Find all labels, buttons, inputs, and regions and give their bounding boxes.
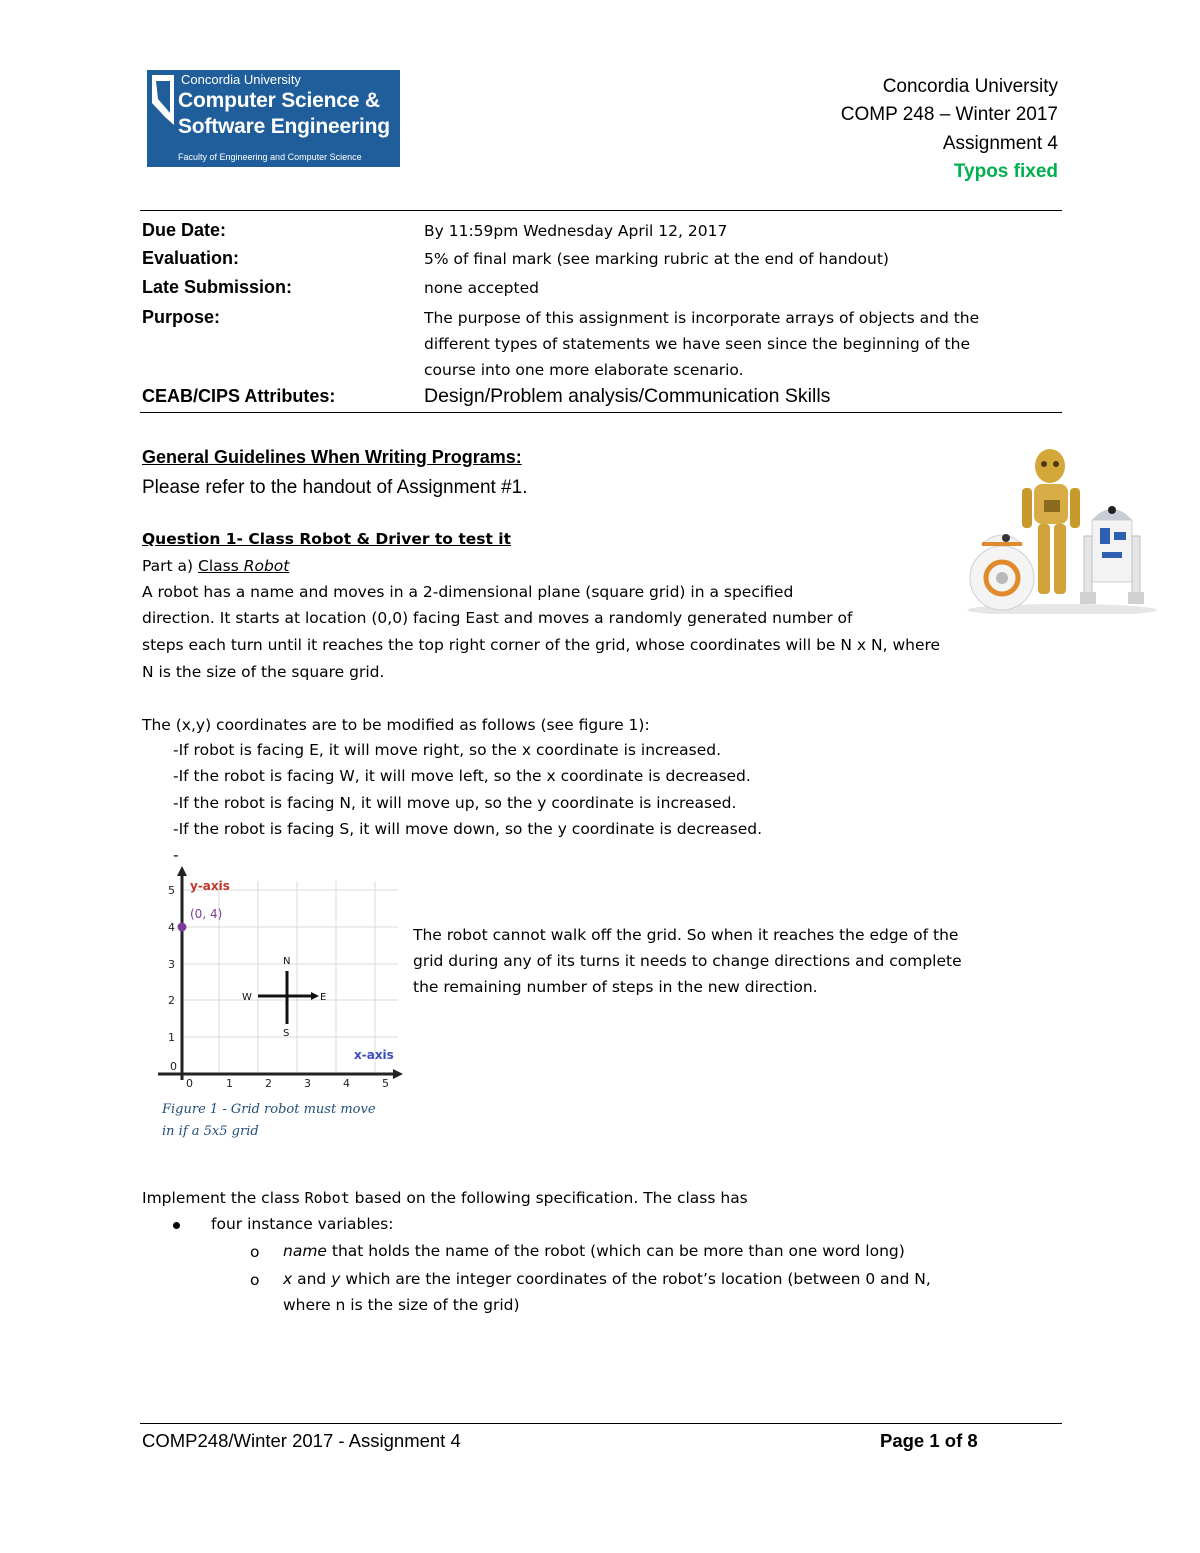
y-tick-1: 1 bbox=[168, 1031, 175, 1044]
evaluation-value: 5% of final mark (see marking rubric at the end of handout) bbox=[424, 250, 889, 268]
figure-caption-line-1: Figure 1 - Grid robot must move bbox=[162, 1102, 376, 1117]
bullet-dot-icon bbox=[173, 1222, 180, 1229]
x-tick-2: 2 bbox=[265, 1077, 272, 1090]
desc-line-2: direction. It starts at location (0,0) facing East and moves a randomly generated number of bbox=[142, 609, 853, 627]
sub-bullet-2-icon: o bbox=[250, 1271, 260, 1289]
robots-illustration bbox=[962, 440, 1162, 614]
header-divider bbox=[140, 210, 1062, 211]
sub-bullet-1 bbox=[283, 1242, 905, 1260]
rule-east: -If robot is facing E, it will move right, so the x coordinate is increased. bbox=[173, 741, 721, 759]
y-tick-0: 0 bbox=[170, 1060, 177, 1073]
concordia-flame-icon bbox=[150, 73, 176, 127]
y-tick-2: 2 bbox=[168, 994, 175, 1007]
desc-line-3: steps each turn until it reaches the top right corner of the grid, whose coordinates will be N x N, where bbox=[142, 636, 941, 654]
x-tick-3: 3 bbox=[304, 1077, 311, 1090]
compass-east-arrow-icon bbox=[311, 992, 319, 1000]
ceab-label: CEAB/CIPS Attributes: bbox=[142, 386, 336, 406]
sub2-rest: which are the integer coordinates of the robot’s location (between 0 and N, bbox=[340, 1270, 931, 1288]
ceab-value: Design/Problem analysis/Communication Skills bbox=[424, 385, 831, 407]
desc-line-4: N is the size of the square grid. bbox=[142, 663, 385, 681]
logo-line-3: Faculty of Engineering and Computer Science bbox=[178, 152, 362, 162]
due-date-value: By 11:59pm Wednesday April 12, 2017 bbox=[424, 222, 728, 240]
y-axis-label: y-axis bbox=[190, 879, 230, 893]
header-course: COMP 248 – Winter 2017 bbox=[840, 104, 1058, 125]
coord-intro: The (x,y) coordinates are to be modified as follows (see figure 1): bbox=[142, 716, 650, 734]
y-axis-arrow-icon bbox=[177, 866, 187, 876]
point-0-4 bbox=[178, 923, 187, 932]
header-university: Concordia University bbox=[882, 76, 1058, 97]
part-a-heading bbox=[142, 557, 289, 575]
late-submission-label: Late Submission: bbox=[142, 277, 293, 297]
impl-prefix: Implement the class bbox=[142, 1189, 305, 1207]
purpose-line-2: different types of statements we have seen since the beginning of the bbox=[424, 335, 970, 353]
rule-dash: - bbox=[173, 846, 179, 864]
impl-code: Robot bbox=[304, 1189, 350, 1207]
y-tick-4: 4 bbox=[168, 921, 175, 934]
desc-line-1: A robot has a name and moves in a 2-dimensional plane (square grid) in a specified bbox=[142, 583, 794, 601]
compass-east: E bbox=[320, 992, 327, 1003]
edge-line-3: the remaining number of steps in the new direction. bbox=[413, 978, 818, 996]
part-a-prefix: Part a) bbox=[142, 557, 198, 575]
question1-heading: Question 1- Class Robot & Driver to test it bbox=[142, 530, 512, 548]
rule-south: -If the robot is facing S, it will move down, so the y coordinate is decreased. bbox=[173, 820, 763, 838]
bullet-text: four instance variables: bbox=[211, 1215, 394, 1233]
footer-page: Page 1 of 8 bbox=[880, 1430, 978, 1451]
sub-bullet-1-icon: o bbox=[250, 1243, 260, 1261]
grid-figure bbox=[158, 866, 403, 1091]
header-note: Typos fixed bbox=[953, 161, 1058, 182]
y-tick-5: 5 bbox=[168, 884, 175, 897]
late-submission-value: none accepted bbox=[424, 279, 539, 297]
sub1-name: name bbox=[283, 1242, 327, 1260]
guidelines-heading: General Guidelines When Writing Programs: bbox=[142, 447, 522, 467]
due-date-label: Due Date: bbox=[142, 220, 227, 240]
figure-caption-line-2: in if a 5x5 grid bbox=[162, 1124, 259, 1139]
sub1-rest: that holds the name of the robot (which can be more than one word long) bbox=[326, 1242, 905, 1260]
part-a-robot: Robot bbox=[243, 557, 290, 575]
compass-west: W bbox=[242, 992, 252, 1003]
logo-line-2: Software Engineering bbox=[178, 115, 390, 138]
point-label: (0, 4) bbox=[190, 907, 223, 921]
rule-north: -If the robot is facing N, it will move up, so the y coordinate is increased. bbox=[173, 794, 737, 812]
part-a-class: Class bbox=[198, 557, 244, 575]
impl-intro bbox=[142, 1189, 748, 1207]
logo-university: Concordia University bbox=[181, 72, 301, 87]
sub-bullet-2 bbox=[283, 1270, 931, 1288]
x-tick-1: 1 bbox=[226, 1077, 233, 1090]
edge-line-2: grid during any of its turns it needs to change directions and complete bbox=[413, 952, 962, 970]
impl-suffix: based on the following specification. The class has bbox=[349, 1189, 748, 1207]
y-tick-3: 3 bbox=[168, 958, 175, 971]
x-axis-label: x-axis bbox=[354, 1048, 394, 1062]
footer-divider bbox=[140, 1423, 1062, 1424]
purpose-label: Purpose: bbox=[142, 307, 221, 327]
sub2-y: y bbox=[331, 1270, 341, 1288]
header-assignment: Assignment 4 bbox=[942, 133, 1058, 154]
edge-line-1: The robot cannot walk off the grid. So when it reaches the edge of the bbox=[413, 926, 959, 944]
footer-left: COMP248/Winter 2017 - Assignment 4 bbox=[142, 1430, 461, 1451]
cse-logo bbox=[147, 70, 400, 167]
compass-north: N bbox=[283, 956, 291, 967]
evaluation-label: Evaluation: bbox=[142, 248, 240, 268]
compass bbox=[242, 956, 326, 1039]
purpose-line-3: course into one more elaborate scenario. bbox=[424, 361, 744, 379]
x-axis-arrow-icon bbox=[393, 1069, 403, 1079]
sub2-and: and bbox=[292, 1270, 332, 1288]
purpose-line-1: The purpose of this assignment is incorporate arrays of objects and the bbox=[424, 309, 980, 327]
sub2-x: x bbox=[283, 1270, 293, 1288]
x-tick-0: 0 bbox=[186, 1077, 193, 1090]
x-tick-5: 5 bbox=[382, 1077, 389, 1090]
compass-south: S bbox=[283, 1028, 290, 1039]
table-divider bbox=[140, 412, 1062, 413]
x-tick-4: 4 bbox=[343, 1077, 350, 1090]
guidelines-text: Please refer to the handout of Assignment #1. bbox=[142, 477, 528, 498]
rule-west: -If the robot is facing W, it will move left, so the x coordinate is decreased. bbox=[173, 767, 751, 785]
sub-bullet-2-cont: where n is the size of the grid) bbox=[283, 1296, 520, 1314]
logo-line-1: Computer Science & bbox=[178, 89, 380, 112]
